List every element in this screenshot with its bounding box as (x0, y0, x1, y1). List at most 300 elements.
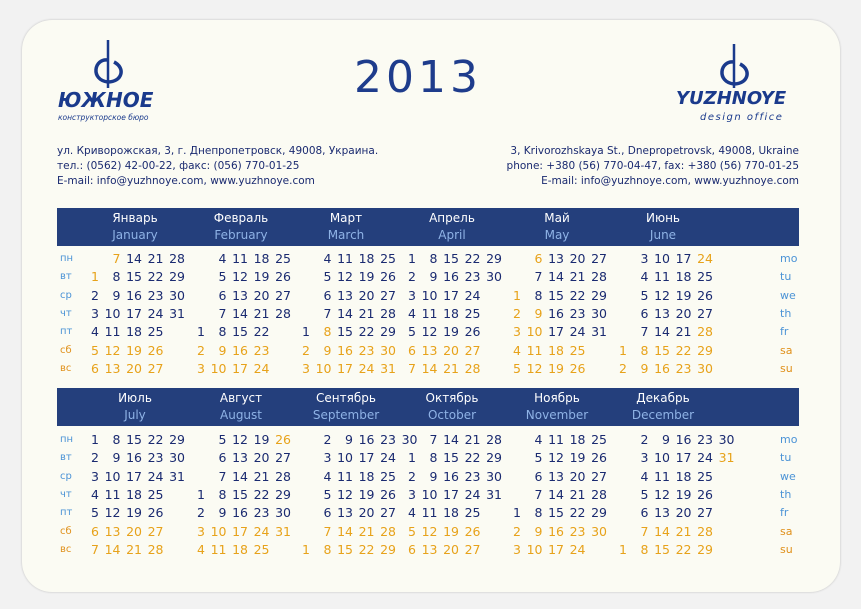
calendar-day: 21 (253, 305, 270, 321)
calendar-day: 22 (569, 505, 586, 521)
weekday-label-ru: сб (60, 344, 72, 356)
calendar-day: 8 (112, 432, 121, 447)
calendar-day: 9 (429, 269, 438, 285)
address-line: ул. Криворожская, 3, г. Днепропетровск, 49008, Украина. (57, 145, 379, 157)
calendar-day: 5 (408, 523, 416, 539)
month-name (402, 210, 502, 244)
calendar-day: 10 (315, 360, 332, 376)
calendar-day: 27 (591, 251, 607, 266)
address-line: phone: +380 (56) 770-04-47, fax: +380 (56) 770-01-25 (506, 160, 799, 172)
calendar-day: 19 (675, 486, 692, 502)
calendar-day: 22 (675, 342, 692, 358)
weekday-label-en: th (780, 487, 792, 501)
address-ru (57, 144, 378, 189)
calendar-day: 1 (513, 505, 521, 521)
calendar-day: 6 (640, 305, 649, 321)
calendar-day: 2 (323, 432, 332, 447)
logo-name-en: YUZHNOYE (676, 88, 787, 109)
calendar-day: 28 (697, 324, 713, 340)
calendar-day: 19 (443, 324, 459, 340)
calendar-day: 12 (104, 342, 121, 358)
calendar-day: 13 (548, 251, 564, 266)
month-name-en: June (649, 228, 677, 242)
calendar-day: 23 (569, 305, 586, 321)
weekday-label-en: mo (780, 433, 798, 446)
calendar-day: 30 (275, 505, 291, 521)
calendar-day: 25 (464, 305, 481, 321)
calendar-day: 30 (169, 287, 185, 303)
calendar-day: 9 (218, 342, 227, 358)
calendar-day: 22 (358, 324, 375, 340)
calendar-day: 25 (380, 251, 396, 266)
calendar-day: 11 (548, 432, 564, 447)
weekday-label-ru: ср (60, 289, 72, 301)
calendar-day: 7 (429, 432, 438, 447)
address-line: E-mail: info@yuzhnoye.com, www.yuzhnoye.com (541, 175, 799, 187)
calendar-day: 17 (675, 251, 692, 266)
weekday-label-ru: чт (60, 488, 72, 500)
calendar-day: 10 (104, 305, 121, 321)
calendar-day: 18 (443, 505, 459, 521)
month-name (613, 390, 713, 424)
calendar-day: 19 (675, 287, 692, 303)
calendar-day: 8 (640, 342, 649, 358)
calendar-day: 12 (548, 450, 564, 466)
calendar-day: 6 (91, 360, 99, 376)
calendar-day: 10 (210, 360, 227, 376)
calendar-day: 31 (169, 305, 185, 321)
calendar-year: 2013 (354, 52, 482, 103)
calendar-day: 22 (464, 251, 481, 266)
calendar-day: 21 (569, 269, 586, 285)
weekday-label-ru: пт (60, 507, 73, 519)
calendar-day: 8 (218, 324, 227, 340)
month-name-ru: Сентябрь (316, 391, 376, 405)
calendar-day: 17 (358, 450, 375, 466)
calendar-day: 26 (380, 486, 396, 502)
calendar-day: 20 (126, 523, 142, 539)
calendar-day: 7 (408, 360, 416, 376)
calendar-day: 2 (513, 305, 521, 321)
calendar-day: 21 (443, 360, 459, 376)
calendar-day: 6 (323, 505, 332, 521)
calendar-day: 15 (654, 541, 670, 557)
calendar-day: 17 (232, 523, 248, 539)
calendar-day: 27 (464, 342, 481, 358)
calendar-day: 26 (591, 450, 607, 466)
calendar-day: 5 (513, 360, 521, 376)
calendar-day: 11 (421, 305, 438, 321)
calendar-day: 10 (210, 523, 227, 539)
calendar-day: 16 (337, 342, 353, 358)
calendar-day: 8 (534, 287, 543, 303)
calendar-day: 2 (302, 342, 310, 358)
calendar-day: 15 (548, 287, 564, 303)
calendar-day: 16 (358, 432, 375, 447)
calendar-day: 4 (323, 251, 332, 266)
calendar-day: 15 (443, 251, 459, 266)
calendar-day: 5 (323, 269, 332, 285)
calendar-day: 16 (126, 450, 142, 466)
calendar-day: 13 (232, 450, 248, 466)
weekday-label-en: su (780, 361, 793, 375)
calendar-day: 7 (323, 305, 332, 321)
calendar-day: 9 (345, 432, 353, 447)
calendar-day: 25 (569, 342, 586, 358)
calendar-day: 8 (534, 505, 543, 521)
calendar-day: 22 (253, 324, 270, 340)
month-name-ru: Май (544, 211, 570, 225)
calendar-day: 29 (486, 450, 502, 466)
calendar-day: 2 (640, 432, 649, 447)
calendar-day: 12 (232, 269, 248, 285)
calendar-day: 19 (443, 523, 459, 539)
calendar-day: 16 (548, 305, 564, 321)
calendar-day: 12 (337, 486, 353, 502)
calendar-day: 25 (464, 505, 481, 521)
calendar-day: 22 (569, 287, 586, 303)
calendar-day: 26 (380, 269, 396, 285)
calendar-day: 26 (464, 324, 481, 340)
logo-subtitle-en: design office (700, 112, 784, 123)
calendar-day: 14 (421, 360, 438, 376)
calendar-day: 13 (421, 541, 438, 557)
calendar-day: 14 (654, 324, 670, 340)
calendar-day: 14 (337, 305, 353, 321)
calendar-day: 13 (548, 468, 564, 484)
calendar-day: 26 (275, 269, 291, 285)
month-name-en: September (312, 408, 380, 422)
calendar-day: 20 (253, 450, 270, 466)
calendar-day: 17 (126, 468, 142, 484)
logo-symbol-icon (714, 42, 754, 90)
month-name-ru: Июнь (646, 211, 680, 225)
calendar-day: 21 (464, 432, 481, 447)
calendar-day: 4 (513, 342, 521, 358)
calendar-day: 11 (526, 342, 543, 358)
calendar-day: 25 (253, 541, 270, 557)
calendar-day: 5 (323, 486, 332, 502)
calendar-day: 24 (380, 450, 396, 466)
calendar-day: 3 (640, 450, 649, 466)
month-name-ru: Август (219, 391, 263, 405)
month-name (613, 210, 713, 244)
calendar-day: 15 (232, 324, 248, 340)
calendar-day: 9 (112, 450, 121, 466)
calendar-day: 4 (323, 468, 332, 484)
month-name-ru: Ноябрь (534, 391, 580, 405)
calendar-day: 8 (429, 450, 438, 466)
calendar-day: 25 (147, 486, 164, 502)
calendar-day: 29 (591, 505, 607, 521)
calendar-day: 30 (169, 450, 185, 466)
calendar-day: 20 (358, 505, 375, 521)
calendar-day: 2 (91, 450, 99, 466)
month-name-ru: Июль (118, 391, 152, 405)
calendar-day: 10 (654, 450, 670, 466)
calendar-day: 12 (337, 269, 353, 285)
calendar-day: 12 (232, 432, 248, 447)
calendar-day: 29 (697, 342, 713, 358)
weekday-label-en: fr (780, 325, 789, 339)
calendar-day: 15 (126, 269, 142, 285)
calendar-day: 7 (640, 324, 649, 340)
calendar-day: 19 (253, 269, 270, 285)
calendar-day: 17 (675, 450, 692, 466)
calendar-day: 25 (697, 269, 713, 285)
calendar-day: 8 (112, 269, 121, 285)
calendar-day: 6 (534, 251, 543, 266)
calendar-day: 28 (169, 251, 185, 266)
calendar-day: 4 (640, 269, 649, 285)
calendar-day: 11 (654, 468, 670, 484)
calendar-day: 31 (275, 523, 291, 539)
calendar-day: 15 (443, 450, 459, 466)
calendar-day: 7 (534, 486, 543, 502)
logo-symbol-icon (88, 38, 128, 90)
address-line: 3, Krivorozhskaya St., Dnepropetrovsk, 49008, Ukraine (510, 145, 799, 157)
month-name (296, 210, 396, 244)
calendar-day: 19 (358, 486, 375, 502)
calendar-day: 1 (302, 541, 310, 557)
calendar-day: 12 (526, 360, 543, 376)
calendar-day: 2 (408, 468, 416, 484)
calendar-day: 16 (443, 269, 459, 285)
calendar-day: 24 (253, 360, 270, 376)
calendar-day: 19 (126, 342, 142, 358)
calendar-day: 11 (104, 486, 121, 502)
calendar-day: 13 (104, 360, 121, 376)
month-name-en: August (220, 408, 262, 422)
calendar-day: 21 (675, 324, 692, 340)
logo-name-ru: ЮЖНОЕ (58, 88, 154, 112)
calendar-day: 28 (591, 486, 607, 502)
calendar-day: 21 (675, 523, 692, 539)
calendar-day: 5 (91, 505, 99, 521)
calendar-day: 16 (675, 432, 692, 447)
month-name (85, 390, 185, 424)
calendar-day: 27 (697, 505, 713, 521)
calendar-day: 9 (662, 432, 670, 447)
calendar-day: 15 (232, 486, 248, 502)
weekday-label-ru: вс (60, 362, 72, 374)
calendar-day: 7 (218, 468, 227, 484)
calendar-day: 24 (697, 450, 713, 466)
calendar-day: 25 (697, 468, 713, 484)
calendar-day: 23 (464, 468, 481, 484)
calendar-day: 12 (421, 523, 438, 539)
calendar-day: 14 (654, 523, 670, 539)
calendar-day: 7 (112, 251, 121, 266)
calendar-day: 29 (275, 486, 291, 502)
calendar-day: 17 (443, 486, 459, 502)
calendar-day: 7 (640, 523, 649, 539)
calendar-day: 18 (548, 342, 564, 358)
weekday-label-en: mo (780, 252, 798, 265)
calendar-day: 6 (408, 541, 416, 557)
calendar-day: 7 (91, 541, 99, 557)
calendar-day: 13 (654, 505, 670, 521)
weekday-label-ru: пт (60, 326, 73, 338)
calendar-day: 19 (253, 432, 270, 447)
calendar-day: 22 (675, 541, 692, 557)
month-name (296, 390, 396, 424)
weekday-label-en: su (780, 542, 793, 556)
calendar-day: 12 (421, 324, 438, 340)
calendar-day: 1 (619, 342, 627, 358)
calendar-day: 29 (486, 251, 502, 266)
calendar-day: 13 (337, 287, 353, 303)
weekday-label-en: th (780, 306, 792, 320)
calendar-day: 13 (104, 523, 121, 539)
calendar-day: 15 (337, 324, 353, 340)
logo-subtitle-ru: конструкторское бюро (58, 113, 149, 122)
calendar-day: 29 (591, 287, 607, 303)
calendar-day: 27 (697, 305, 713, 321)
weekday-label-ru: сб (60, 525, 72, 537)
weekday-label-en: sa (780, 343, 793, 357)
calendar-day: 28 (380, 523, 396, 539)
month-name (507, 210, 607, 244)
calendar-day: 17 (548, 541, 564, 557)
calendar-day: 9 (429, 468, 438, 484)
calendar-day: 11 (654, 269, 670, 285)
calendar-day: 13 (232, 287, 248, 303)
calendar-day: 31 (169, 468, 185, 484)
calendar-day: 23 (464, 269, 481, 285)
month-name-ru: Апрель (429, 211, 475, 225)
calendar-day: 14 (548, 269, 564, 285)
calendar-day: 10 (104, 468, 121, 484)
calendar-day: 1 (619, 541, 627, 557)
calendar-day: 20 (675, 305, 692, 321)
calendar-day: 27 (275, 450, 291, 466)
month-name (191, 210, 291, 244)
calendar-day: 2 (197, 342, 205, 358)
calendar-day: 6 (534, 468, 543, 484)
calendar-day: 20 (253, 287, 270, 303)
calendar-day: 20 (569, 468, 586, 484)
calendar-day: 1 (408, 450, 416, 466)
calendar-day: 8 (218, 486, 227, 502)
weekday-label-ru: вт (60, 271, 72, 283)
weekday-label-en: fr (780, 506, 789, 520)
calendar-day: 30 (591, 305, 607, 321)
calendar-day: 3 (408, 486, 416, 502)
calendar-day: 5 (534, 450, 543, 466)
calendar-day: 21 (253, 468, 270, 484)
calendar-day: 23 (569, 523, 586, 539)
calendar-day: 26 (697, 287, 713, 303)
calendar-day: 5 (640, 287, 649, 303)
calendar-day: 1 (197, 324, 205, 340)
calendar-day: 20 (675, 505, 692, 521)
weekday-label-en: sa (780, 524, 793, 538)
calendar-day: 10 (654, 251, 670, 266)
calendar-day: 17 (232, 360, 248, 376)
calendar-day: 2 (91, 287, 99, 303)
calendar-day: 16 (232, 342, 248, 358)
calendar-day: 28 (486, 432, 502, 447)
calendar-day: 17 (126, 305, 142, 321)
calendar-day: 28 (697, 523, 713, 539)
calendar-day: 15 (126, 432, 142, 447)
calendar-day: 4 (218, 251, 227, 266)
calendar-day: 24 (569, 541, 586, 557)
calendar-day: 31 (486, 486, 502, 502)
weekday-label-en: tu (780, 270, 792, 284)
month-name-ru: Март (329, 211, 363, 225)
calendar-day: 6 (218, 450, 227, 466)
weekday-label-ru: пн (60, 434, 74, 445)
calendar-day: 13 (654, 305, 670, 321)
calendar-day: 3 (91, 305, 99, 321)
calendar-day: 10 (337, 450, 353, 466)
calendar-day: 31 (591, 324, 607, 340)
calendar-day: 14 (548, 486, 564, 502)
calendar-day: 18 (675, 269, 692, 285)
calendar-day: 26 (147, 342, 164, 358)
month-name-ru: Январь (112, 211, 158, 225)
calendar-day: 21 (569, 486, 586, 502)
month-name-en: December (631, 408, 695, 422)
calendar-day: 18 (569, 432, 586, 447)
calendar-day: 31 (718, 450, 735, 466)
calendar-day: 28 (147, 541, 164, 557)
calendar-day: 6 (218, 287, 227, 303)
calendar-day: 19 (569, 450, 586, 466)
calendar-day: 24 (697, 251, 713, 266)
calendar-day: 4 (408, 305, 416, 321)
calendar-day: 29 (169, 432, 185, 447)
calendar-day: 28 (275, 305, 291, 321)
calendar-day: 1 (408, 251, 416, 266)
calendar-day: 24 (147, 305, 164, 321)
month-name-ru: Декабрь (636, 391, 690, 405)
calendar-day: 22 (464, 450, 481, 466)
calendar-day: 2 (197, 505, 205, 521)
calendar-day: 4 (408, 505, 416, 521)
calendar-day: 9 (534, 305, 543, 321)
calendar-day: 7 (218, 305, 227, 321)
calendar-day: 2 (619, 360, 627, 376)
calendar-day: 21 (147, 251, 164, 266)
calendar-day: 27 (147, 523, 164, 539)
calendar-day: 10 (526, 324, 543, 340)
calendar-day: 11 (421, 505, 438, 521)
calendar-day: 3 (513, 324, 521, 340)
calendar-day: 19 (548, 360, 564, 376)
calendar-day: 23 (358, 342, 375, 358)
calendar-day: 23 (253, 342, 270, 358)
calendar-day: 9 (218, 505, 227, 521)
calendar-day: 23 (147, 450, 164, 466)
month-name (507, 390, 607, 424)
calendar-day: 25 (275, 251, 291, 266)
calendar-day: 18 (358, 468, 375, 484)
calendar-day: 4 (197, 541, 205, 557)
calendar-day: 15 (548, 505, 564, 521)
month-name-en: October (427, 408, 477, 422)
calendar-day: 5 (640, 486, 649, 502)
calendar-day: 1 (513, 287, 521, 303)
calendar-day: 9 (323, 342, 332, 358)
calendar-day: 23 (253, 505, 270, 521)
calendar-day: 13 (337, 505, 353, 521)
month-name-en: May (544, 228, 570, 242)
calendar-day: 28 (464, 360, 481, 376)
calendar-day: 18 (443, 305, 459, 321)
